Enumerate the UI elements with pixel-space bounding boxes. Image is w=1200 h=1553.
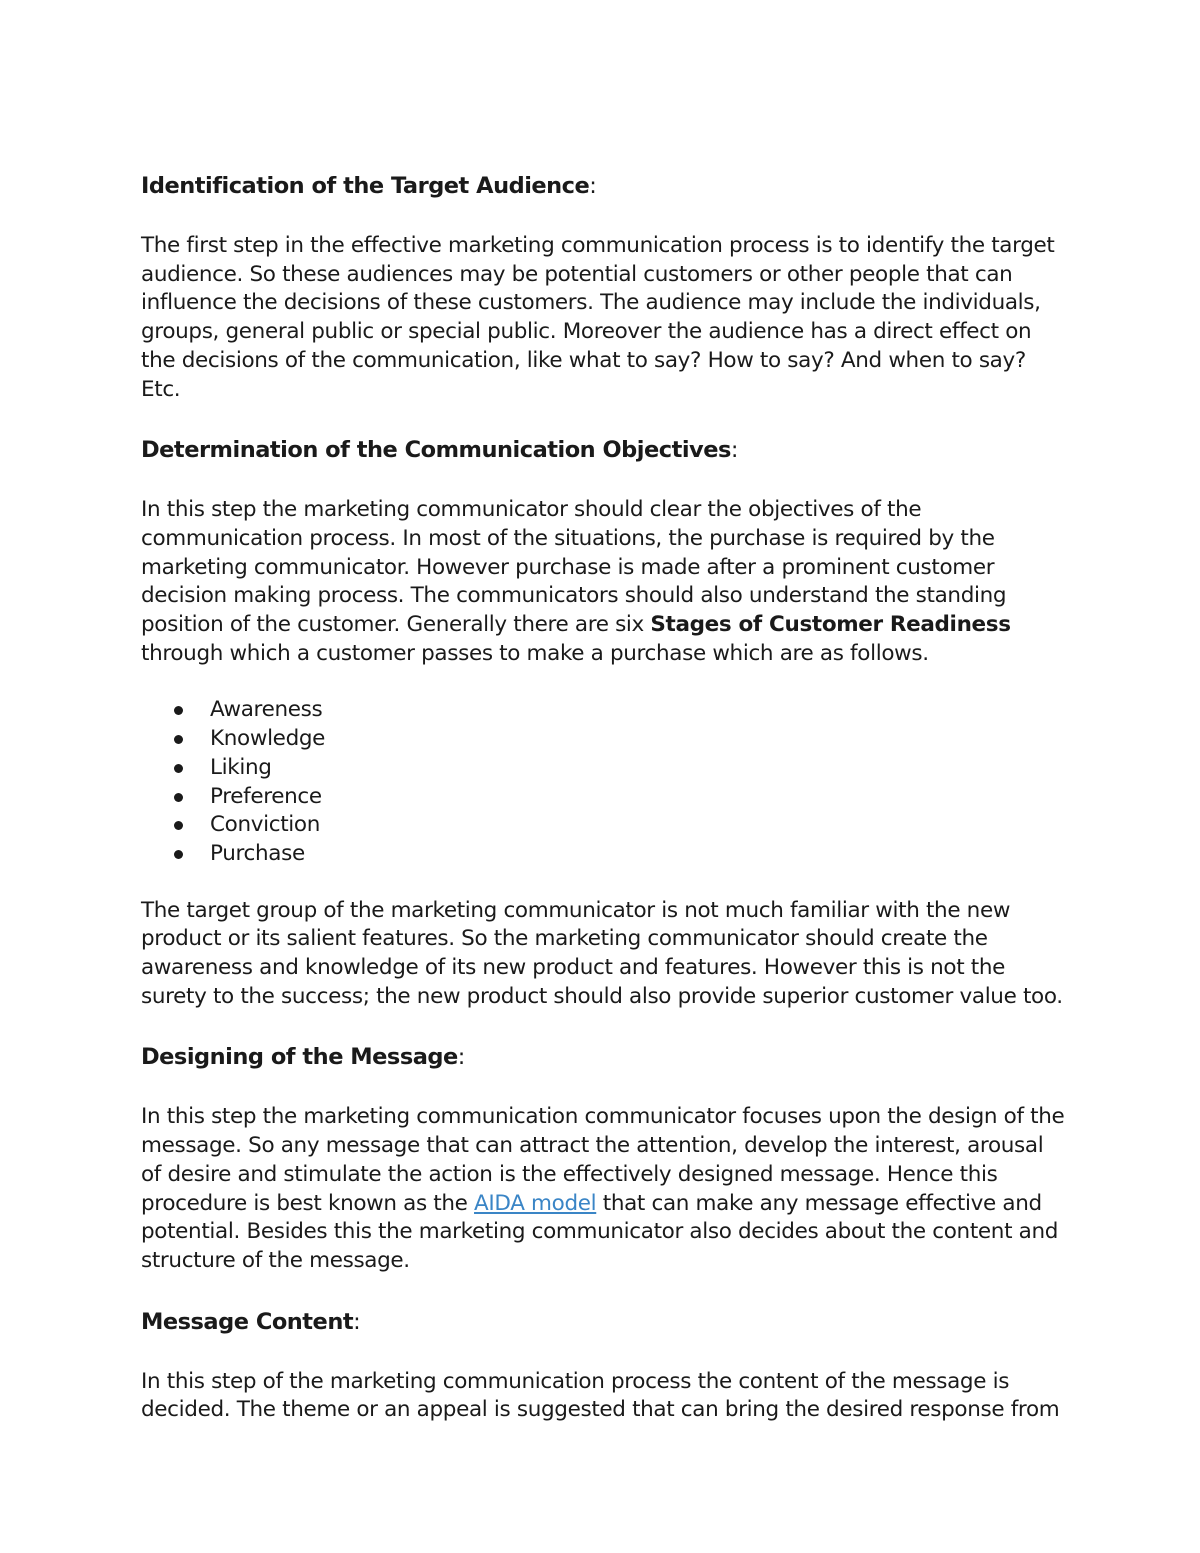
list-item-label: Awareness	[210, 697, 323, 723]
list-item-label: Preference	[210, 783, 322, 809]
paragraph-text: through which a customer passes to make a purchase which are as follows.	[141, 640, 929, 666]
stages-list	[141, 696, 1066, 868]
paragraph-target-group: The target group of the marketing communicator is not much familiar with the new product or its salient features. So the marketing communicator should create the awareness and knowledge of its new product and features. However this is not the surety to the success; the new product should also provide superior customer value too.	[141, 897, 1063, 1009]
list-item-label: Purchase	[210, 840, 305, 866]
list-item	[141, 725, 1066, 754]
paragraph-text: that can make any message effective and potential. Besides this the marketing communicator also decides about the content and structure of the message.	[141, 1190, 1059, 1273]
document-page	[141, 168, 1066, 1453]
heading-colon: :	[353, 1308, 361, 1335]
paragraph-text: In this step the marketing communicator should clear the objectives of the communication process. In most of the situations, the purchase is required by the marketing communicator. However purchase is made after a prominent customer decision making process. The communicators should also understand the standing position of the customer. Generally there are six	[141, 497, 1007, 638]
bullet-icon	[174, 764, 183, 773]
heading-text: Identification of the Target Audience	[141, 173, 590, 199]
paragraph-text: In this step the marketing communication communicator focuses upon the design of the message. So any message that can attract the attention, develop the interest, arousal of desire and stimulate the action is the effectively designed message. Hence this procedure is best known as the	[141, 1104, 1065, 1216]
list-item	[141, 840, 1066, 869]
paragraph-designing-message	[141, 1103, 1066, 1275]
bullet-icon	[174, 850, 183, 859]
bullet-icon	[174, 793, 183, 802]
heading-communication-objectives	[141, 432, 1066, 468]
list-item-label: Liking	[210, 754, 272, 780]
list-item	[141, 783, 1066, 812]
heading-colon: :	[457, 1044, 465, 1071]
aida-model-link[interactable]: AIDA model	[474, 1190, 597, 1216]
paragraph-message-content: In this step of the marketing communication process the content of the message is decided. The theme or an appeal is suggested that can bring the desired response from	[141, 1368, 1060, 1423]
list-item-label: Knowledge	[210, 726, 326, 752]
bullet-icon	[174, 821, 183, 830]
list-item-label: Conviction	[210, 812, 320, 838]
list-item	[141, 754, 1066, 783]
bullet-icon	[174, 706, 183, 715]
heading-text: Message Content	[141, 1308, 354, 1335]
paragraph-target-audience: The first step in the effective marketing communication process is to identify the target audience. So these audiences may be potential customers or other people that can influence the decisions of these customers. The audience may include the individuals, groups, general public or special public. Moreover the audience has a direct effect on the decisions of the communication, like what to say? How to say? And when to say? Etc.	[141, 233, 1055, 402]
heading-designing-message	[141, 1039, 1066, 1075]
heading-target-audience	[141, 168, 1066, 204]
heading-colon: :	[589, 173, 597, 199]
list-item	[141, 811, 1066, 840]
heading-text: Designing of the Message	[141, 1044, 458, 1071]
heading-colon: :	[730, 437, 738, 464]
bullet-icon	[174, 735, 183, 744]
heading-text: Determination of the Communication Objectives	[141, 437, 731, 464]
heading-message-content	[141, 1304, 1066, 1340]
paragraph-communication-objectives	[141, 496, 1066, 668]
list-item	[141, 696, 1066, 725]
bold-term-stages: Stages of Customer Readiness	[650, 612, 1011, 638]
